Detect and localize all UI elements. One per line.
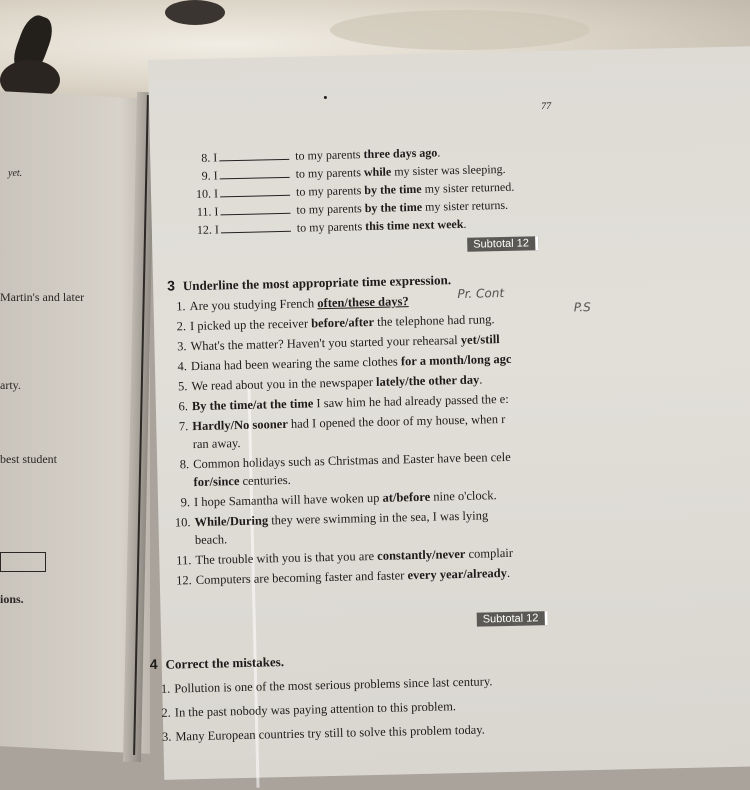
time-expression-choice[interactable]: at/before — [382, 490, 430, 505]
item-continuation — [193, 473, 291, 490]
item-number: 8. — [180, 151, 210, 167]
answer-blank[interactable] — [219, 167, 289, 180]
fill-row — [180, 145, 440, 166]
item-number: 9. — [180, 169, 210, 185]
item-text: to my parents — [296, 183, 365, 199]
time-expression-choice[interactable]: yet/still — [461, 332, 500, 347]
item-number: 7. — [164, 419, 188, 435]
subtotal-badge: Subtotal 12 — [467, 236, 538, 252]
item-subject: I — [214, 204, 218, 218]
item-text: In the past nobody was paying attention to this problem. — [175, 699, 456, 719]
item-bold: this time next week — [365, 217, 464, 233]
item-text: they were swimming in the sea, I was lying — [268, 508, 488, 527]
item-text: Computers are becoming faster and faster — [196, 568, 408, 587]
item-bold: while — [364, 165, 392, 180]
item-text: We read about you in the newspaper — [191, 375, 376, 393]
workbook-page — [148, 45, 750, 779]
item-bold: by the time — [364, 182, 422, 197]
item-text: . — [507, 566, 510, 580]
item-number: 9. — [166, 495, 190, 511]
item-text: Pollution is one of the most serious problems since last century. — [174, 674, 492, 695]
item-text: my sister returns. — [422, 198, 508, 214]
item-text: the telephone had rung. — [374, 312, 495, 329]
exercise-title: Underline the most appropriate time expression. — [183, 272, 451, 293]
fill-row — [182, 217, 467, 238]
page-mark — [324, 96, 327, 99]
item-subject: I — [213, 150, 217, 164]
exercise-title: Correct the mistakes. — [165, 654, 284, 672]
answer-blank[interactable] — [220, 203, 290, 216]
left-page-text: yet. — [8, 168, 22, 179]
item-text: Common holidays such as Christmas and Easter have been cele — [193, 450, 511, 471]
answer-blank[interactable] — [219, 149, 289, 162]
item-number: 3. — [162, 339, 186, 355]
exercise-item — [162, 312, 495, 335]
answer-blank[interactable] — [221, 221, 291, 234]
item-text: to my parents — [297, 219, 366, 235]
item-number: 12. — [182, 223, 212, 239]
item-continuation: ran away. — [193, 436, 241, 452]
item-number: 11. — [167, 553, 191, 569]
answer-blank[interactable] — [220, 185, 290, 198]
item-text: The trouble with you is that you are — [195, 549, 377, 567]
time-expression-choice[interactable]: While/During — [194, 513, 268, 529]
item-text: . — [437, 145, 440, 159]
item-bold: by the time — [365, 200, 423, 215]
page-number: 77 — [541, 101, 551, 112]
item-number: 11. — [181, 205, 211, 221]
item-number: 2. — [162, 319, 186, 335]
item-subject: I — [214, 186, 218, 200]
exercise-item — [147, 699, 456, 721]
time-expression-choice[interactable]: Hardly/No sooner — [192, 417, 288, 433]
item-number: 4. — [163, 359, 187, 375]
exercise-item — [147, 723, 485, 746]
item-number: 10. — [166, 515, 190, 531]
item-text: . — [463, 217, 466, 231]
exercise-heading — [150, 653, 285, 673]
exercise-number: 4 — [150, 656, 158, 672]
item-number: 8. — [165, 457, 189, 473]
item-text: to my parents — [295, 147, 364, 163]
item-text: Are you studying French — [189, 296, 317, 313]
exercise-item — [161, 294, 408, 315]
item-text: complair — [465, 546, 513, 561]
item-number: 1. — [146, 682, 170, 698]
subtotal-badge: Subtotal 12 — [477, 611, 548, 627]
item-text: . — [479, 372, 482, 386]
time-expression-choice[interactable]: constantly/never — [377, 547, 465, 563]
item-text: centuries. — [239, 473, 291, 488]
exercise-item — [166, 508, 488, 530]
exercise-item — [164, 412, 505, 435]
time-expression-choice[interactable]: for/since — [193, 474, 239, 489]
item-number: 2. — [147, 706, 171, 722]
time-expression-choice[interactable]: every year/already — [407, 566, 507, 582]
item-text: I hope Samantha will have woken up — [194, 491, 383, 509]
time-expression-choice[interactable]: lately/the other day — [376, 373, 480, 389]
item-text: to my parents — [295, 165, 364, 181]
exercise-item — [163, 372, 482, 394]
exercise-number: 3 — [167, 277, 175, 293]
item-number: 1. — [161, 299, 185, 315]
blanket-fold — [330, 10, 590, 50]
item-subject: I — [215, 222, 219, 236]
item-text: to my parents — [296, 201, 365, 217]
item-bold: three days ago — [363, 145, 437, 161]
item-number: 5. — [163, 379, 187, 395]
exercise-item — [165, 450, 511, 473]
exercise-heading — [167, 271, 451, 294]
item-text: nine o'clock. — [430, 488, 497, 504]
item-number: 3. — [147, 730, 171, 746]
item-subject: I — [213, 168, 217, 182]
left-page-box — [0, 552, 46, 572]
exercise-item — [162, 332, 500, 355]
time-expression-choice[interactable]: often/these days? — [317, 294, 409, 310]
item-text: had I opened the door of my house, when r — [288, 412, 506, 431]
left-page-text: Martin's and later — [0, 290, 84, 305]
left-page-text: arty. — [0, 378, 21, 393]
exercise-item — [164, 392, 509, 415]
exercise-item — [167, 546, 513, 569]
exercise-item — [163, 352, 512, 375]
item-text: my sister was sleeping. — [391, 162, 506, 179]
handwritten-note: Pr. Cont — [457, 286, 504, 301]
item-number: 12. — [168, 573, 192, 589]
item-text: What's the matter? Haven't you started your rehearsal — [190, 333, 461, 353]
item-continuation: beach. — [195, 532, 228, 548]
item-number: 10. — [181, 187, 211, 203]
exercise-item — [168, 566, 511, 589]
item-text: my sister returned. — [421, 180, 514, 196]
blanket-pattern — [165, 0, 225, 25]
item-number: 6. — [164, 399, 188, 415]
item-text: Diana had been wearing the same clothes — [191, 354, 401, 373]
item-text: I saw him he had already passed the e: — [313, 392, 509, 410]
exercise-item — [166, 488, 497, 510]
item-text: I picked up the receiver — [190, 316, 311, 333]
left-page-text: ions. — [0, 592, 24, 607]
time-expression-choice[interactable]: By the time/at the time — [192, 396, 314, 413]
time-expression-choice[interactable]: for a month/long agc — [401, 352, 512, 369]
item-text: Many European countries try still to solve this problem today. — [175, 723, 485, 744]
handwritten-note: P.S — [574, 300, 591, 314]
exercise-item — [146, 674, 493, 697]
time-expression-choice[interactable]: before/after — [311, 315, 374, 330]
left-page-text: best student — [0, 452, 57, 467]
